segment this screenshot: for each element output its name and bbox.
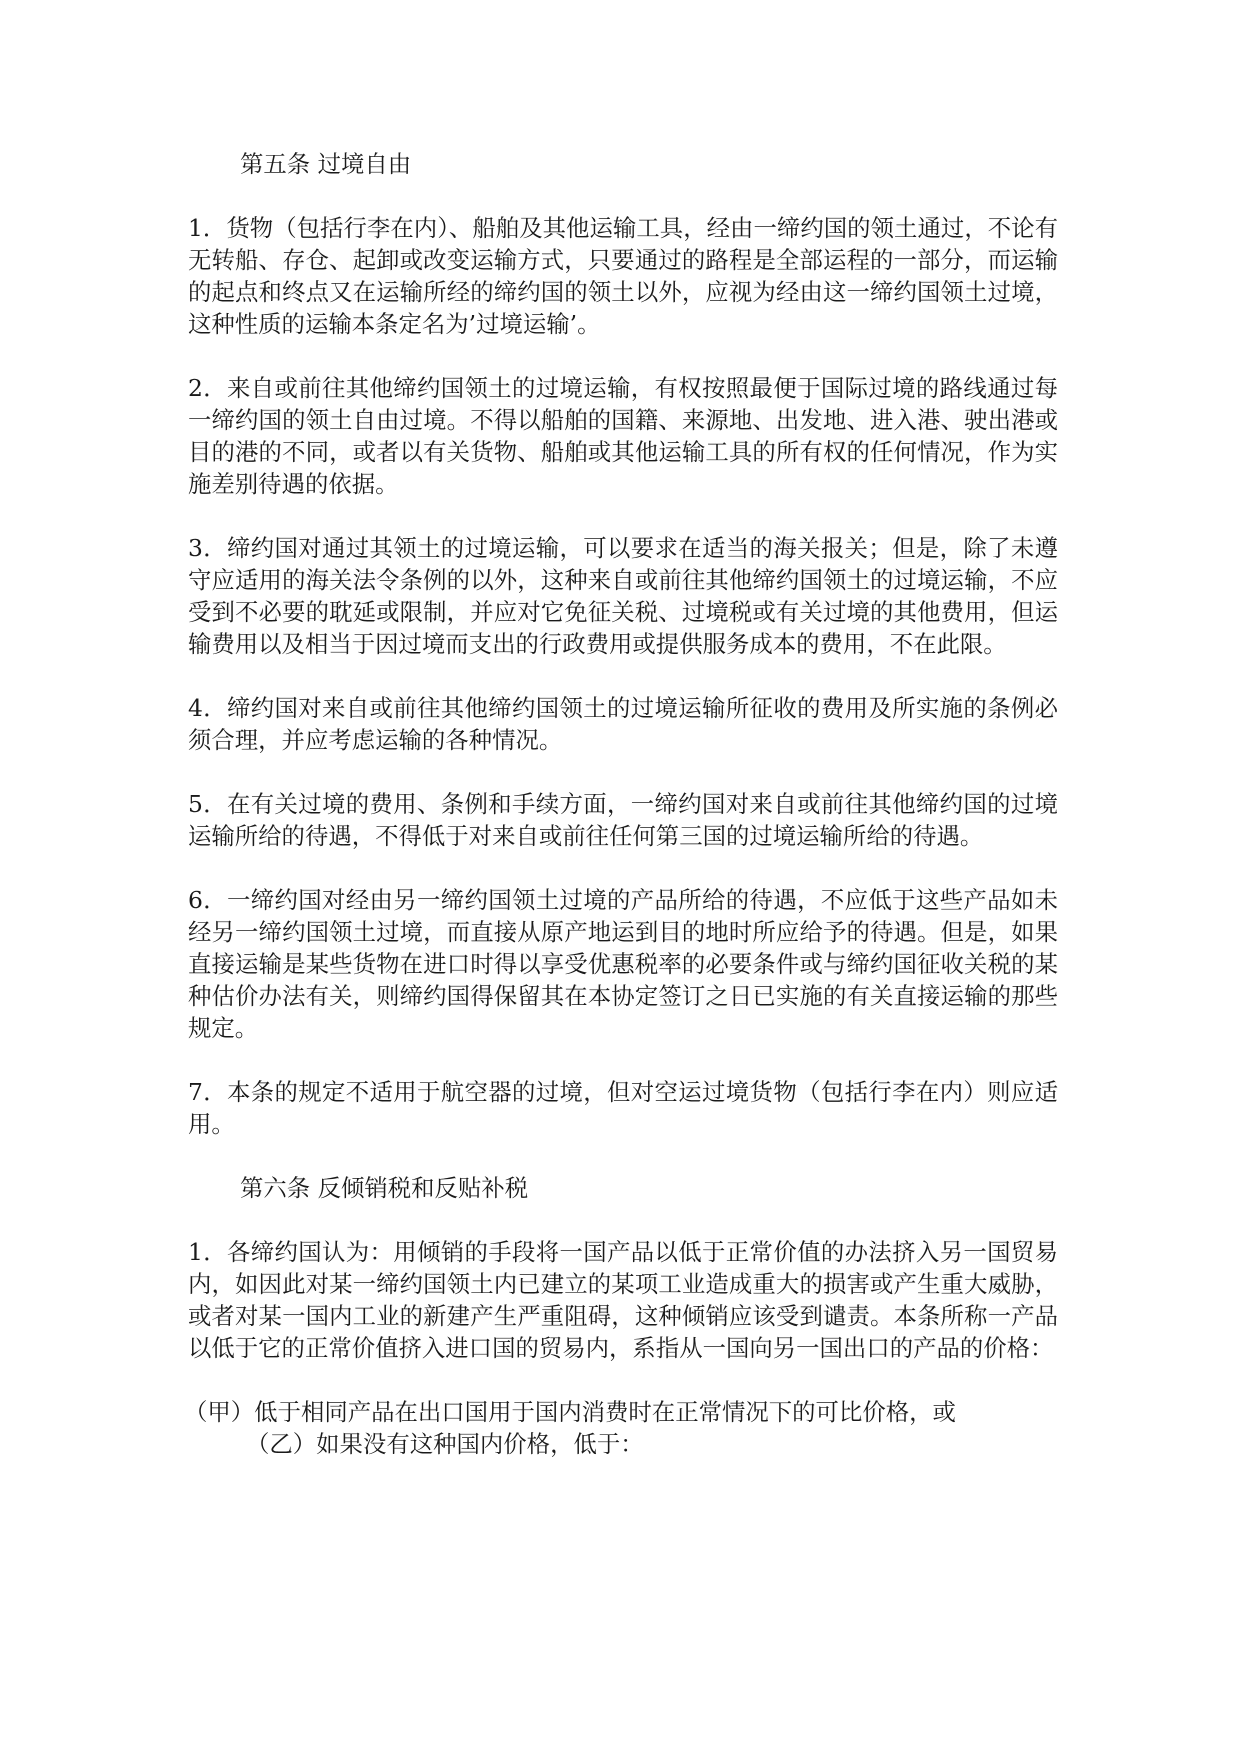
document-body <box>184 148 1058 1460</box>
article-6-title: 第六条 反倾销税和反贴补税 <box>240 1174 529 1202</box>
article-5-paragraph-6: 6．一缔约国对经由另一缔约国领土过境的产品所给的待遇，不应低于这些产品如未经另一缔约国领土过境，而直接从原产地运到目的地时所应给予的待遇。但是，如果直接运输是某些货物在进口时得以享受优惠税率的必要条件或与缔约国征收关税的某种估价办法有关，则缔约国得保留其在本协定签订之日已实施的有关直接运输的那些规定。 <box>188 886 1058 1042</box>
article-6-item-b: （乙）如果没有这种国内价格，低于： <box>246 1430 644 1458</box>
article-5-title: 第五条 过境自由 <box>240 150 412 178</box>
article-5-paragraph-2: 2．来自或前往其他缔约国领土的过境运输，有权按照最便于国际过境的路线通过每一缔约国的领土自由过境。不得以船舶的国籍、来源地、出发地、进入港、驶出港或目的港的不同，或者以有关货物、船舶或其他运输工具的所有权的任何情况，作为实施差别待遇的依据。 <box>188 374 1058 498</box>
article-5-paragraph-3: 3．缔约国对通过其领土的过境运输，可以要求在适当的海关报关；但是，除了未遵守应适用的海关法令条例的以外，这种来自或前往其他缔约国领土的过境运输，不应受到不必要的耽延或限制，并应对它免征关税、过境税或有关过境的其他费用，但运输费用以及相当于因过境而支出的行政费用或提供服务成本的费用，不在此限。 <box>188 534 1058 658</box>
article-6-paragraph-1: 1．各缔约国认为：用倾销的手段将一国产品以低于正常价值的办法挤入另一国贸易内，如因此对某一缔约国领土内已建立的某项工业造成重大的损害或产生重大威胁，或者对某一国内工业的新建产生严重阻碍，这种倾销应该受到谴责。本条所称一产品以低于它的正常价值挤入进口国的贸易内，系指从一国向另一国出口的产品的价格： <box>188 1238 1058 1362</box>
article-5-paragraph-4: 4．缔约国对来自或前往其他缔约国领土的过境运输所征收的费用及所实施的条例必须合理，并应考虑运输的各种情况。 <box>188 694 1058 754</box>
article-5-paragraph-1: 1．货物（包括行李在内）、船舶及其他运输工具，经由一缔约国的领土通过，不论有无转船、存仓、起卸或改变运输方式，只要通过的路程是全部运程的一部分，而运输的起点和终点又在运输所经的缔约国的领土以外，应视为经由这一缔约国领土过境，这种性质的运输本条定名为’过境运输’。 <box>188 214 1058 338</box>
article-5-paragraph-5: 5．在有关过境的费用、条例和手续方面，一缔约国对来自或前往其他缔约国的过境运输所给的待遇，不得低于对来自或前往任何第三国的过境运输所给的待遇。 <box>188 790 1058 850</box>
article-6-item-a: （甲）低于相同产品在出口国用于国内消费时在正常情况下的可比价格，或 <box>184 1398 956 1426</box>
article-5-paragraph-7: 7．本条的规定不适用于航空器的过境，但对空运过境货物（包括行李在内）则应适用。 <box>188 1078 1058 1138</box>
